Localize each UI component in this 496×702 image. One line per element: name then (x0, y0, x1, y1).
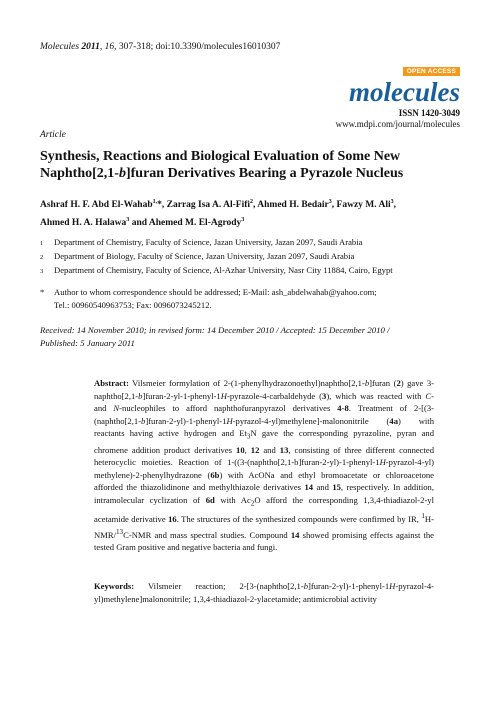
citation-line: Molecules 2011, 16, 307-318; doi:10.3390/molecules16010307 (40, 42, 281, 52)
author-list (40, 195, 460, 231)
journal-name: molecules (349, 77, 460, 107)
journal-url[interactable]: www.mdpi.com/journal/molecules (335, 119, 460, 129)
correspondence-line-1: Author to whom correspondence should be addressed; E-Mail: ash_abdelwahab@yahoo.com; (54, 287, 377, 297)
article-type: Article (40, 130, 66, 140)
citation-year: 2011 (81, 42, 100, 52)
correspondence-line-2: Tel.: 00960540963753; Fax: 0096073245212. (54, 300, 212, 310)
authors-line-1: Ashraf H. F. Abd El-Wahab$^{1,}$*, Zarrag Isa A. Al-Fifi$^2$, Ahmed H. Bedair$^3$, Fawzy M. Ali$^3$, (40, 199, 396, 211)
keywords-label: Keywords: (94, 581, 135, 591)
affiliation-item: 3 Department of Chemistry, Faculty of Science, Al-Azhar University, Nasr City 11884, Cairo, Egypt (40, 265, 393, 275)
keywords: Keywords: Vilsmeier reaction; 2-[3-(naphtho[2,1-b]furan-2-yl)-1-phenyl-1H-pyrazol-4-yl)methylene]malononitrile; 1,3,4-thiadiazol-2-ylacetamide; antimicrobial activity (94, 581, 434, 604)
correspondence-note: * Author to whom correspondence should be addressed; E-Mail: ash_abdelwahab@yahoo.com; Tel.: 00960540963753; Fax: 0096073245212. (40, 287, 377, 310)
title-line-1: Synthesis, Reactions and Biological Evaluation of Some New (40, 149, 401, 164)
dates-line-2: Published: 5 January 2011 (40, 338, 135, 348)
title-line-2: Naphtho[2,1-b]furan Derivatives Bearing a Pyrazole Nucleus (40, 166, 404, 181)
authors-line-2: Ahmed H. A. Halawa$^3$ and Ahemed M. El-Agrody$^3$ (40, 217, 245, 229)
citation-pages-doi: , 307-318; doi:10.3390/molecules16010307 (114, 42, 281, 52)
paper-title (40, 148, 460, 182)
affiliations (40, 236, 470, 278)
journal-abbrev: Molecules (40, 42, 80, 52)
open-access-badge: OPEN ACCESS (403, 67, 460, 76)
issn: ISSN 1420-3049 (398, 108, 460, 118)
citation-volume: 16 (104, 42, 115, 52)
affiliation-item: 1 Department of Chemistry, Faculty of Science, Jazan University, Jazan 2097, Saudi Arabia (40, 237, 363, 247)
dates-line-1: Received: 14 November 2010; in revised form: 14 December 2010 / Accepted: 15 December 2010 / (40, 325, 390, 335)
abstract-label: Abstract: (94, 378, 129, 388)
affiliation-item: 2 Department of Biology, Faculty of Science, Jazan University, Jazan 2097, Saudi Arabia (40, 251, 355, 261)
publication-dates (40, 324, 460, 350)
journal-logo (336, 60, 460, 129)
abstract: Abstract: Vilsmeier formylation of 2-(1-phenylhydrazonoethyl)naphtho[2,1-b]furan (2) gave 3-naphtho[2,1-b]furan-2-yl-1-phenyl-1H-pyrazole-4-carbaldehyde (3), which was reacted with C- and N-nucleophiles to afford naphthofuranpyrazol derivatives 4-8. Treatment of 2-[(3-(naphtho[2,1-b]furan-2-yl)-1-phenyl-1H-pyrazol-4-yl)methylene]-malononitrile (4a) with reactants having active hydrogen and $Et_3N$ gave the corresponding pyrazoline, pyran and chromene addition product derivatives 10, 12 and 13, consisting of three different connected heterocyclic moieties. Reaction of 1-((3-(naphtho[2,1-b]furan-2-yl)-1-phenyl-1H-pyrazol-4-yl) methylene)-2-phenylhydrazone (6b) with AcONa and ethyl bromoacetate or chloroacetone afforded the thiazolidinone and methylthiazole derivatives 14 and 15, respectively. In addition, intramolecular cyclization of 6d with $Ac_2O$ afford the corresponding 1,3,4-thiadiazol-2-yl acetamide derivative 16. The structures of the synthesized compounds were confirmed by IR, $^1$H-NMR/$^{13}$C-NMR and mass spectral studies. Compound 14 showed promising effects against the tested Gram positive and negative bacteria and fungi. (94, 378, 435, 553)
